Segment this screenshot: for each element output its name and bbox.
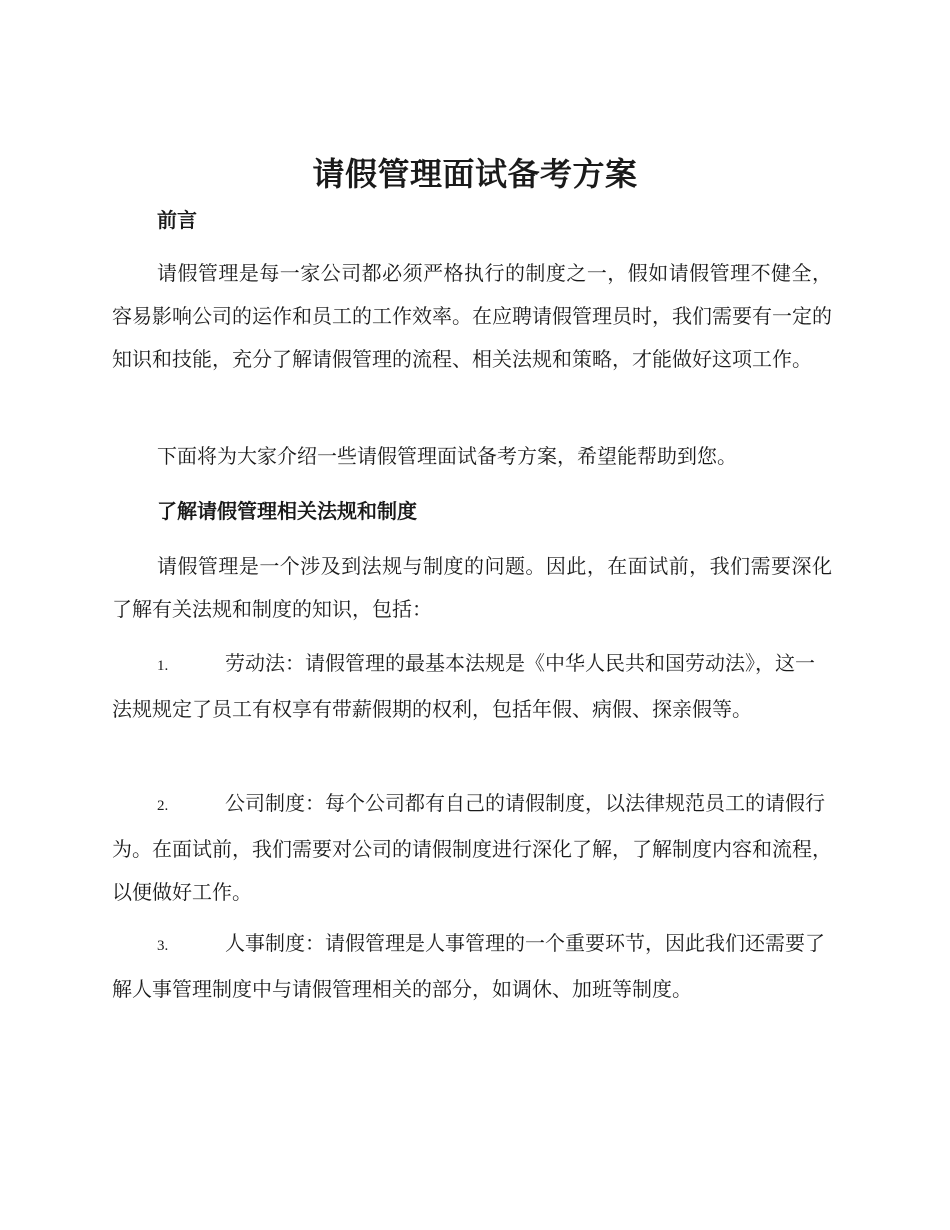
list-item (112, 782, 832, 914)
list-item-number: 3. (157, 938, 169, 954)
list-item-text: 公司制度：每个公司都有自己的请假制度，以法律规范员工的请假行为。在面试前，我们需要对公司的请假制度进行深化了解，了解制度内容和流程，以便做好工作。 (112, 791, 832, 904)
list-item-number: 1. (157, 658, 169, 674)
list-item (112, 922, 832, 1011)
paragraph: 请假管理是一个涉及到法规与制度的问题。因此，在面试前，我们需要深化了解有关法规和制度的知识，包括： (112, 554, 832, 621)
paragraph: 请假管理是每一家公司都必须严格执行的制度之一，假如请假管理不健全，容易影响公司的运作和员工的工作效率。在应聘请假管理员时，我们需要有一定的知识和技能，充分了解请假管理的流程、相关法规和策略，才能做好这项工作。 (112, 261, 832, 371)
section-heading-preface: 前言 (157, 208, 197, 232)
document-title: 请假管理面试备考方案 (312, 155, 638, 193)
list-item (112, 642, 832, 731)
list-item-text: 人事制度：请假管理是人事管理的一个重要环节，因此我们还需要了解人事管理制度中与请假管理相关的部分，如调休、加班等制度。 (112, 931, 825, 1001)
list-item-text: 劳动法：请假管理的最基本法规是《中华人民共和国劳动法》，这一法规规定了员工有权享有带薪假期的权利，包括年假、病假、探亲假等。 (112, 651, 815, 721)
section-heading-regulations: 了解请假管理相关法规和制度 (157, 499, 417, 523)
list-item-number: 2. (157, 798, 169, 814)
paragraph: 下面将为大家介绍一些请假管理面试备考方案，希望能帮助到您。 (157, 444, 737, 468)
